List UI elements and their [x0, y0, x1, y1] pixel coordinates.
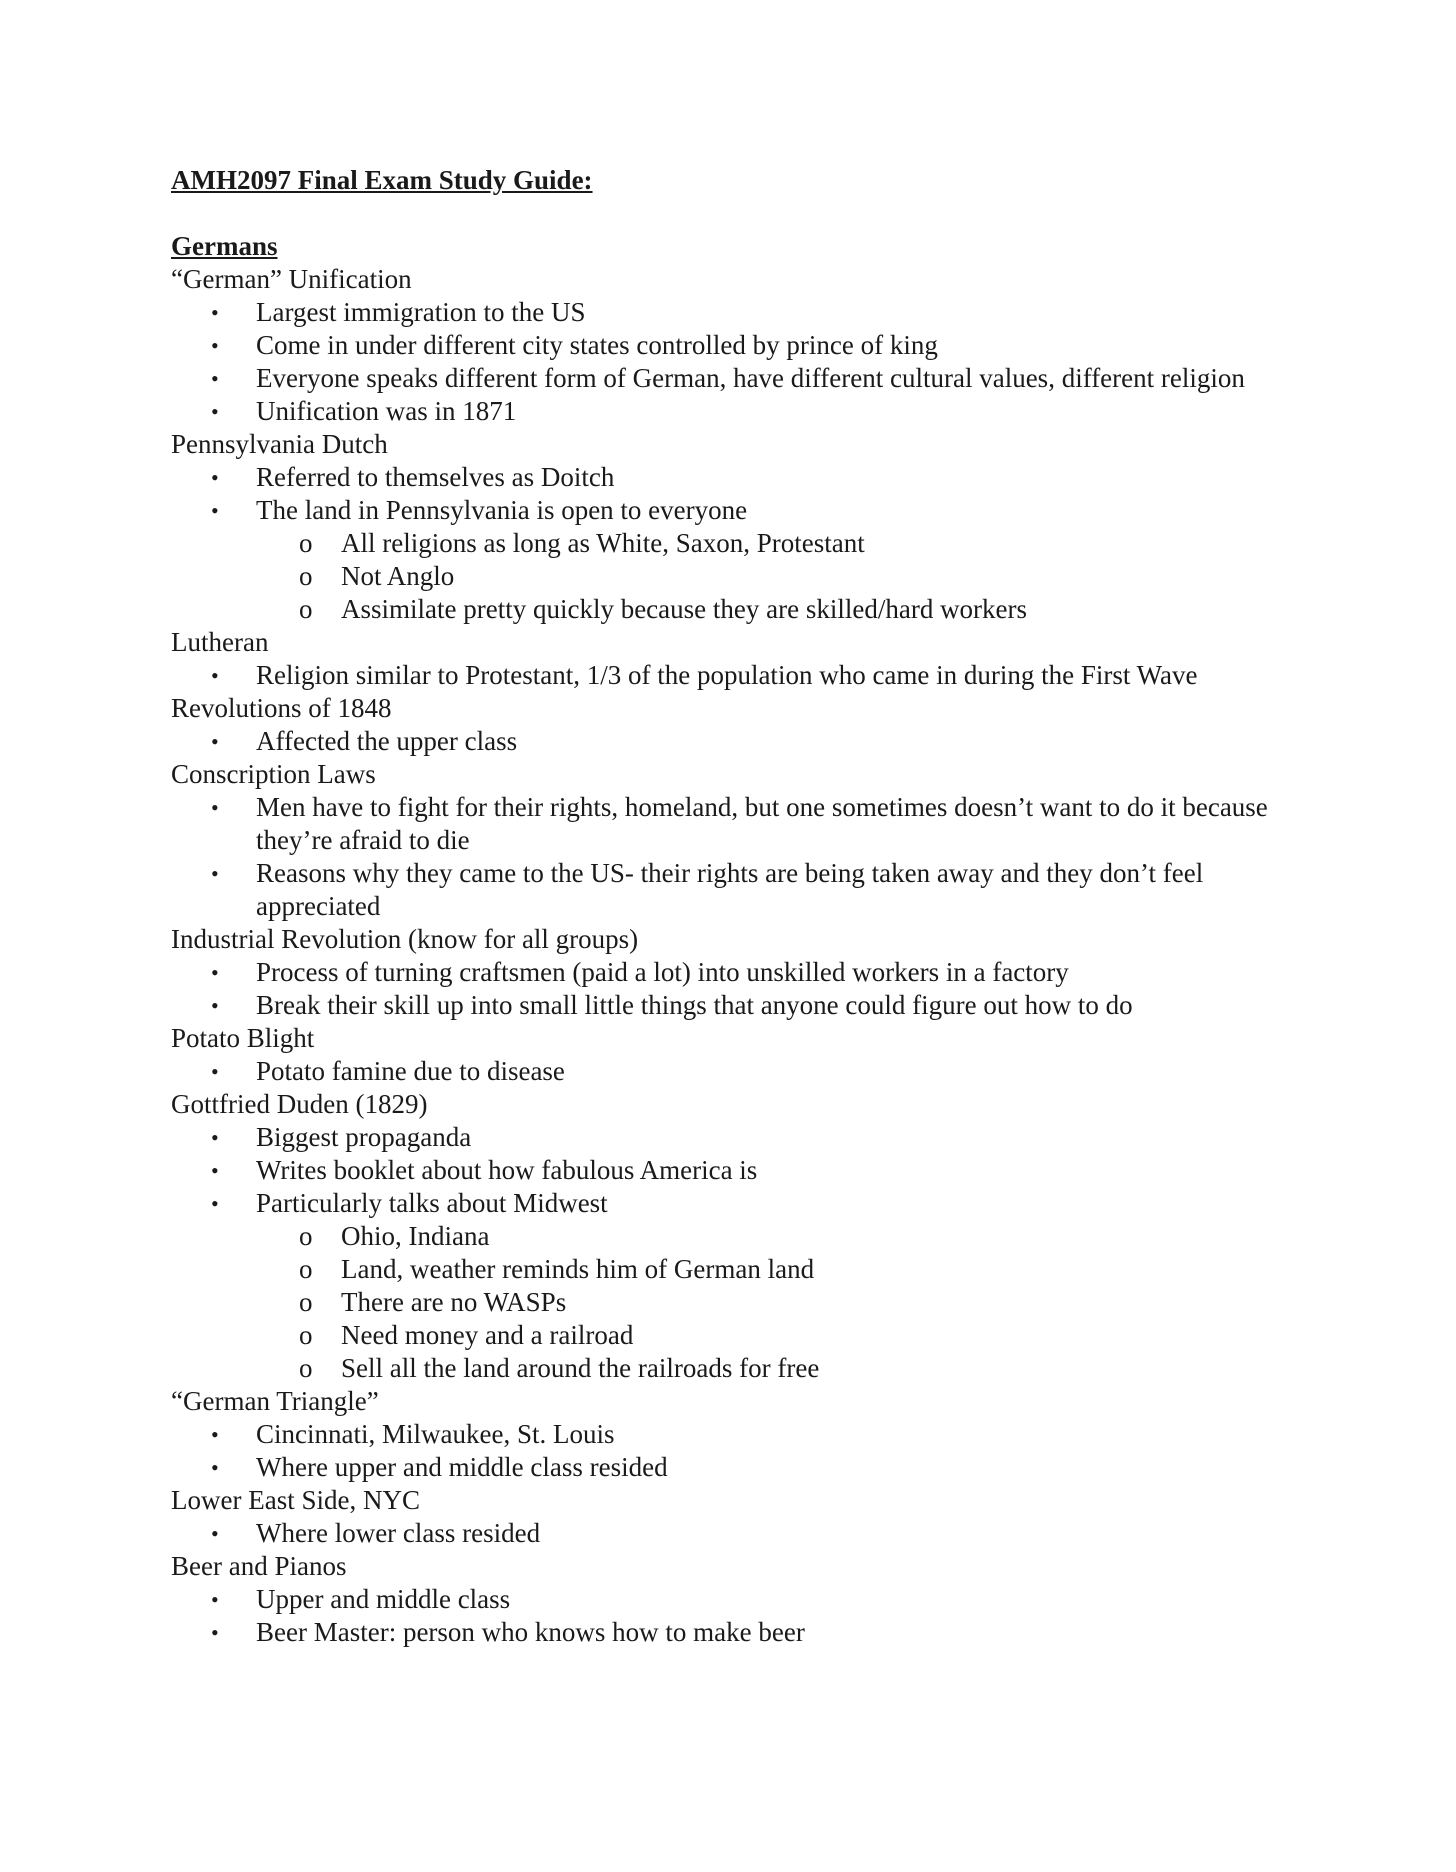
bullet-text: Particularly talks about Midwest: [256, 1188, 608, 1218]
bullet-text: Men have to fight for their rights, homeland, but one sometimes doesn’t want to do it because they’re afraid to die: [256, 792, 1268, 855]
bullet-icon: •: [211, 729, 219, 754]
circle-bullet-icon: o: [299, 1353, 313, 1383]
bullet-icon: •: [211, 333, 219, 358]
bullet-text: Beer Master: person who knows how to make beer: [256, 1617, 805, 1647]
bullet-text: Break their skill up into small little things that anyone could figure out how to do: [256, 990, 1133, 1020]
topic-heading: “German” Unification: [171, 264, 412, 294]
sub-bullet-item: [171, 593, 1301, 626]
bullet-text: Upper and middle class: [256, 1584, 511, 1614]
bullet-icon: •: [211, 861, 219, 886]
sub-bullet-text: Ohio, Indiana: [341, 1221, 490, 1251]
bullet-text: Where lower class resided: [256, 1518, 541, 1548]
bullet-list: [171, 1583, 1301, 1649]
topic-heading: Beer and Pianos: [171, 1551, 347, 1581]
circle-bullet-icon: o: [299, 1221, 313, 1251]
bullet-text: Writes booklet about how fabulous America is: [256, 1155, 758, 1185]
topic-heading: Lutheran: [171, 627, 269, 657]
bullet-item: [171, 725, 1301, 758]
sub-bullet-list: [171, 527, 1301, 626]
bullet-item: [171, 1121, 1301, 1154]
bullet-icon: •: [211, 993, 219, 1018]
section-heading: Germans: [171, 231, 278, 261]
bullet-icon: •: [211, 960, 219, 985]
bullet-list: [171, 956, 1301, 1022]
bullet-icon: •: [211, 465, 219, 490]
bullet-text: Affected the upper class: [256, 726, 518, 756]
bullet-icon: •: [211, 1125, 219, 1150]
sub-bullet-text: Sell all the land around the railroads for free: [341, 1353, 820, 1383]
bullet-item: [171, 1451, 1301, 1484]
bullet-icon: •: [211, 1059, 219, 1084]
sub-bullet-item: [171, 1319, 1301, 1352]
bullet-text: Referred to themselves as Doitch: [256, 462, 615, 492]
bullet-text: Everyone speaks different form of German, have different cultural values, different religion: [256, 363, 1245, 393]
bullet-item: [171, 1154, 1301, 1187]
bullet-icon: •: [211, 399, 219, 424]
bullet-item: [171, 362, 1301, 395]
bullet-list: [171, 296, 1301, 428]
bullet-text: The land in Pennsylvania is open to everyone: [256, 495, 748, 525]
topic-heading: Potato Blight: [171, 1023, 315, 1053]
bullet-item: [171, 989, 1301, 1022]
bullet-item: [171, 494, 1301, 527]
topic-heading: Gottfried Duden (1829): [171, 1089, 428, 1119]
bullet-item: [171, 1616, 1301, 1649]
topic-list: [171, 263, 1301, 1649]
bullet-text: Where upper and middle class resided: [256, 1452, 668, 1482]
sub-bullet-item: [171, 1220, 1301, 1253]
bullet-list: [171, 1055, 1301, 1088]
bullet-text: Potato famine due to disease: [256, 1056, 565, 1086]
topic-heading: “German Triangle”: [171, 1386, 379, 1416]
bullet-item: [171, 1418, 1301, 1451]
bullet-icon: •: [211, 300, 219, 325]
topic-heading: Revolutions of 1848: [171, 693, 392, 723]
bullet-icon: •: [211, 1455, 219, 1480]
circle-bullet-icon: o: [299, 1320, 313, 1350]
bullet-list: [171, 725, 1301, 758]
bullet-text: Cincinnati, Milwaukee, St. Louis: [256, 1419, 615, 1449]
bullet-list: [171, 1121, 1301, 1385]
circle-bullet-icon: o: [299, 594, 313, 624]
bullet-list: [171, 1517, 1301, 1550]
bullet-item: [171, 461, 1301, 494]
circle-bullet-icon: o: [299, 528, 313, 558]
sub-bullet-text: Assimilate pretty quickly because they are skilled/hard workers: [341, 594, 1028, 624]
bullet-icon: •: [211, 795, 219, 820]
bullet-icon: •: [211, 1191, 219, 1216]
bullet-icon: •: [211, 498, 219, 523]
bullet-list: [171, 791, 1301, 923]
bullet-item: [171, 956, 1301, 989]
bullet-item: [171, 329, 1301, 362]
bullet-icon: •: [211, 366, 219, 391]
bullet-item: [171, 1583, 1301, 1616]
bullet-list: [171, 461, 1301, 626]
bullet-text: Religion similar to Protestant, 1/3 of the population who came in during the First Wave: [256, 660, 1198, 690]
bullet-text: Come in under different city states controlled by prince of king: [256, 330, 938, 360]
topic-heading: Pennsylvania Dutch: [171, 429, 388, 459]
circle-bullet-icon: o: [299, 561, 313, 591]
bullet-icon: •: [211, 1587, 219, 1612]
sub-bullet-group: [171, 527, 1301, 626]
bullet-list: [171, 659, 1301, 692]
sub-bullet-text: Not Anglo: [341, 561, 455, 591]
bullet-text: Unification was in 1871: [256, 396, 517, 426]
document-title: AMH2097 Final Exam Study Guide:: [171, 165, 593, 195]
topic-heading: Industrial Revolution (know for all groups): [171, 924, 639, 954]
topic-heading: Lower East Side, NYC: [171, 1485, 420, 1515]
bullet-item: [171, 791, 1301, 857]
bullet-item: [171, 1055, 1301, 1088]
sub-bullet-item: [171, 1286, 1301, 1319]
bullet-text: Largest immigration to the US: [256, 297, 586, 327]
sub-bullet-text: There are no WASPs: [341, 1287, 567, 1317]
sub-bullet-text: Land, weather reminds him of German land: [341, 1254, 815, 1284]
sub-bullet-item: [171, 1352, 1301, 1385]
bullet-icon: •: [211, 663, 219, 688]
topic-heading: Conscription Laws: [171, 759, 376, 789]
sub-bullet-item: [171, 527, 1301, 560]
bullet-text: Process of turning craftsmen (paid a lot) into unskilled workers in a factory: [256, 957, 1069, 987]
sub-bullet-text: All religions as long as White, Saxon, Protestant: [341, 528, 865, 558]
bullet-text: Biggest propaganda: [256, 1122, 472, 1152]
bullet-text: Reasons why they came to the US- their rights are being taken away and they don’t feel appreciated: [256, 858, 1204, 921]
bullet-icon: •: [211, 1620, 219, 1645]
bullet-icon: •: [211, 1158, 219, 1183]
circle-bullet-icon: o: [299, 1254, 313, 1284]
circle-bullet-icon: o: [299, 1287, 313, 1317]
bullet-icon: •: [211, 1521, 219, 1546]
sub-bullet-item: [171, 1253, 1301, 1286]
sub-bullet-text: Need money and a railroad: [341, 1320, 634, 1350]
bullet-item: [171, 857, 1301, 923]
bullet-item: [171, 395, 1301, 428]
sub-bullet-item: [171, 560, 1301, 593]
sub-bullet-group: [171, 1220, 1301, 1385]
bullet-icon: •: [211, 1422, 219, 1447]
sub-bullet-list: [171, 1220, 1301, 1385]
bullet-item: [171, 659, 1301, 692]
document-page: [171, 164, 1301, 1649]
bullet-item: [171, 296, 1301, 329]
bullet-item: [171, 1517, 1301, 1550]
bullet-item: [171, 1187, 1301, 1220]
bullet-list: [171, 1418, 1301, 1484]
